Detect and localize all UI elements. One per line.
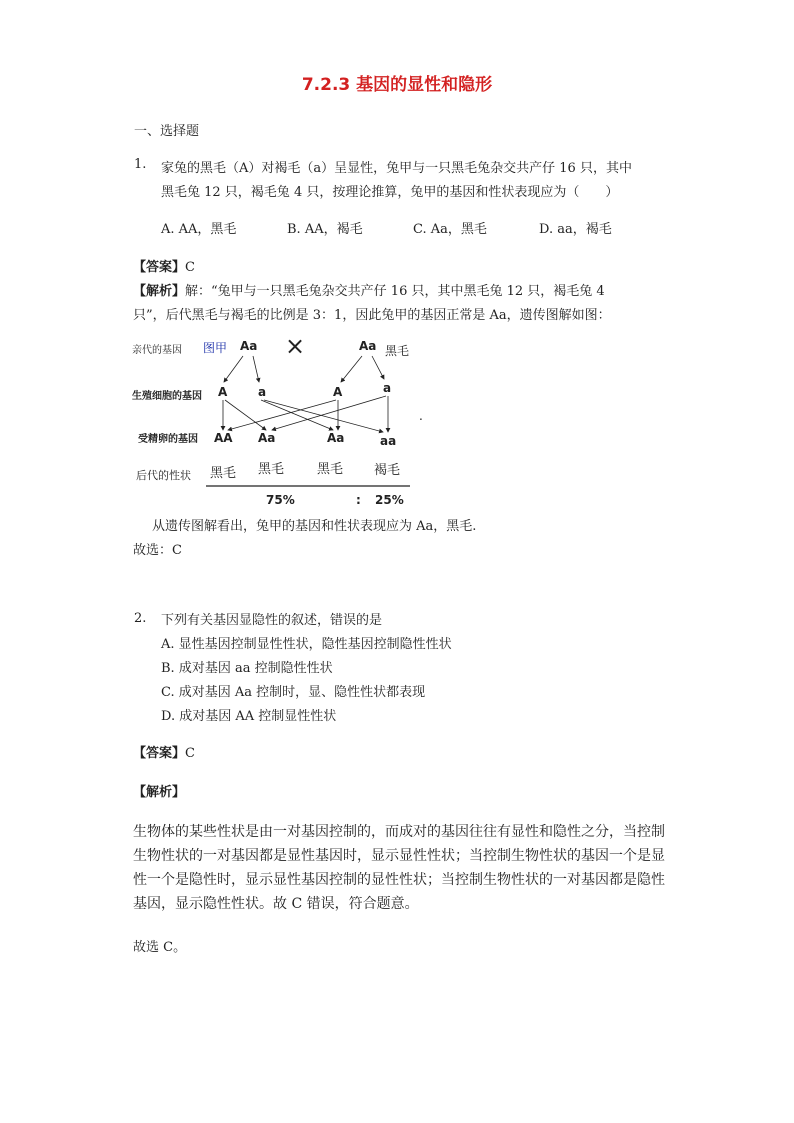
- parent-b-genotype: Aa: [359, 339, 377, 353]
- q1-option-a: A. AA，黑毛: [161, 222, 237, 237]
- ratio-recessive: 25%: [375, 493, 404, 507]
- q2-number: 2.: [134, 611, 147, 626]
- row-label-zygote: 受精卵的基因: [138, 434, 198, 445]
- q1-answer-label: 【答案】: [133, 260, 186, 275]
- q1-conclusion: 从遗传图解看出，兔甲的基因和性状表现应为 Aa，黑毛.: [152, 519, 477, 534]
- q2-option-d: D. 成对基因 AA 控制显性性状: [161, 709, 337, 724]
- q1-option-d: D. aa，褐毛: [539, 222, 612, 237]
- genetics-diagram: [128, 332, 438, 512]
- trait-4: 褐毛: [374, 463, 401, 478]
- q2-choose: 故选 C。: [133, 940, 187, 955]
- row-label-parent: 亲代的基因: [132, 345, 182, 356]
- q1-stem-line2: 黑毛兔 12 只，褐毛兔 4 只，按理论推算，兔甲的基因和性状表现应为（ ）: [161, 185, 619, 200]
- cross-symbol: ×: [285, 332, 306, 360]
- ratio-dominant: 75%: [266, 493, 295, 507]
- gamete-a2: a: [258, 385, 267, 399]
- q1-option-c: C. Aa，黑毛: [413, 222, 487, 237]
- q1-number: 1.: [134, 157, 147, 172]
- gamete-a4: a: [383, 381, 392, 395]
- q2-option-a: A. 显性基因控制显性性状，隐性基因控制隐性性状: [161, 637, 452, 652]
- q2-stem: 下列有关基因显隐性的叙述，错误的是: [161, 613, 383, 628]
- ratio-colon: :: [356, 493, 361, 507]
- q1-stem-line1: 家兔的黑毛（A）对褐毛（a）呈显性，兔甲与一只黑毛兔杂交共产仔 16 只，其中: [161, 161, 632, 176]
- zygote-1: AA: [214, 431, 233, 445]
- zygote-4: aa: [380, 434, 397, 448]
- q2-analysis-line2: 生物性状的一对基因都是显性基因时，显示显性性状；当控制生物性状的基因一个是显: [133, 848, 665, 864]
- zygote-2: Aa: [258, 431, 276, 445]
- gamete-a1: A: [218, 385, 228, 399]
- row-label-gamete: 生殖细胞的基因: [132, 391, 202, 402]
- q1-analysis-label: 【解析】: [133, 284, 186, 299]
- q1-choose: 故选：C: [133, 543, 182, 558]
- row-label-trait: 后代的性状: [136, 469, 191, 482]
- trait-3: 黑毛: [317, 462, 344, 477]
- trait-2: 黑毛: [258, 462, 285, 477]
- q2-analysis-line3: 性一个是隐性时，显示显性基因控制的显性性状；当控制生物性状的一对基因都是隐性: [133, 872, 665, 888]
- q2-analysis-line1: 生物体的某些性状是由一对基因控制的，而成对的基因往往有显性和隐性之分，当控制: [133, 824, 665, 840]
- parent-a-genotype: Aa: [240, 339, 258, 353]
- trait-1: 黑毛: [210, 466, 237, 481]
- q1-answer: C: [185, 260, 195, 275]
- q1-analysis-line2: 只”，后代黑毛与褐毛的比例是 3：1，因此兔甲的基因正常是 Aa，遗传图解如图：: [133, 308, 611, 323]
- q2-analysis-line4: 基因，显示隐性性状。故 C 错误，符合题意。: [133, 896, 419, 912]
- q2-analysis-label: 【解析】: [133, 785, 186, 800]
- q2-option-c: C. 成对基因 Aa 控制时，显、隐性性状都表现: [161, 685, 426, 700]
- section-heading: 一、选择题: [134, 124, 200, 139]
- parent-b-trait: 黑毛: [385, 344, 410, 358]
- gamete-a3: A: [333, 385, 343, 399]
- parent-a-name: 图甲: [203, 341, 228, 355]
- diagram-dot: .: [419, 409, 423, 423]
- q1-analysis-line1: 解：“兔甲与一只黑毛兔杂交共产仔 16 只，其中黑毛兔 12 只，褐毛兔 4: [185, 284, 605, 299]
- q2-answer-label: 【答案】: [133, 746, 186, 761]
- q2-option-b: B. 成对基因 aa 控制隐性性状: [161, 661, 333, 676]
- q1-option-b: B. AA，褐毛: [287, 222, 363, 237]
- page-title: 7.2.3 基因的显性和隐形: [301, 75, 493, 95]
- q2-answer: C: [185, 746, 195, 761]
- zygote-3: Aa: [327, 431, 345, 445]
